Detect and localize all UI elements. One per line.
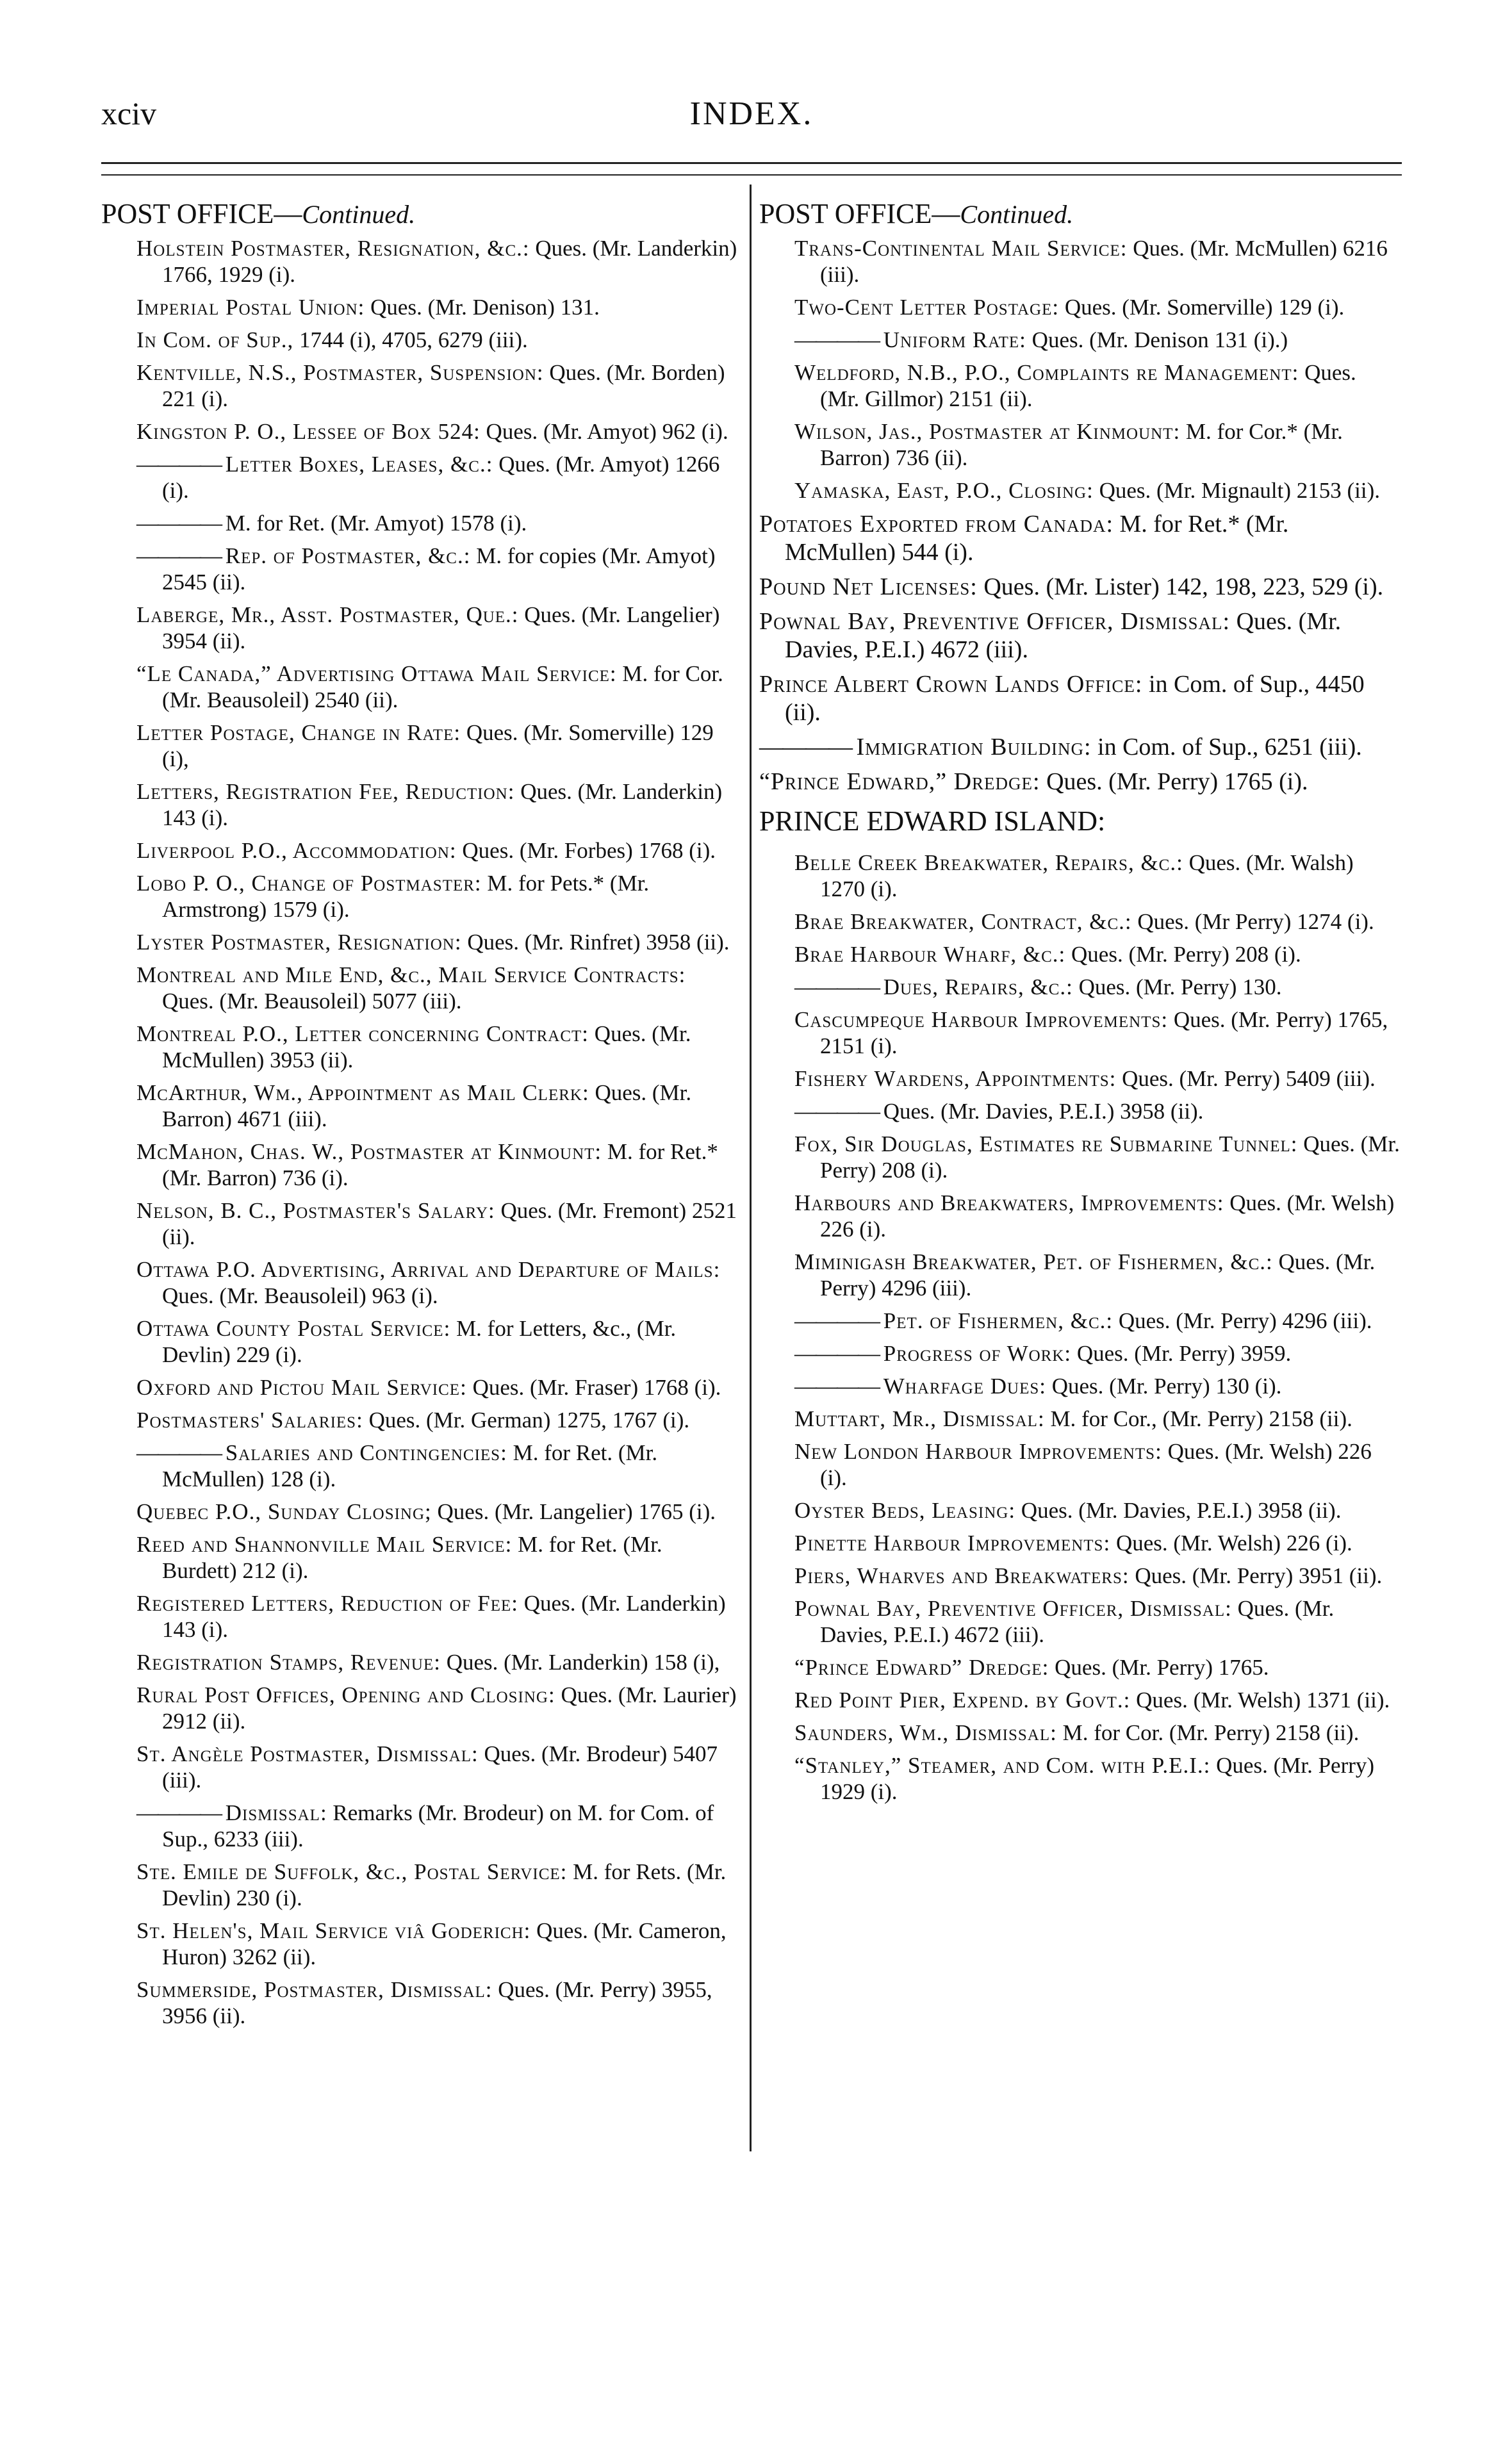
entry-reference: M. for Pets.* (Mr. Armstrong) 1579 (i). (162, 871, 650, 922)
index-entry (759, 1007, 1400, 1059)
ditto-dash (794, 1308, 883, 1333)
index-entry (101, 1499, 742, 1525)
entry-reference: M. for Ret. (Mr. McMullen) 128 (i). (162, 1440, 658, 1492)
entry-heading: Lyster Postmaster, Resignation: (136, 930, 462, 955)
ditto-dash (794, 327, 883, 352)
entry-heading: Progress of Work: (883, 1341, 1072, 1366)
index-entry (759, 974, 1400, 1000)
ditto-dash (794, 974, 883, 999)
entry-heading: Kentville, N.S., Postmaster, Suspension: (136, 360, 544, 385)
index-entry (101, 510, 742, 536)
entry-reference: Ques. (Mr. Beausoleil) 5077 (iii). (162, 989, 462, 1014)
entry-reference: Ques. (Mr. McMullen) 3953 (ii). (162, 1021, 691, 1073)
page-title: INDEX. (689, 95, 814, 132)
index-entry (759, 1098, 1400, 1124)
entry-reference: Ques. (Mr. Forbes) 1768 (i). (456, 838, 716, 863)
index-entry (101, 778, 742, 831)
entry-heading: Montreal P.O., Letter concerning Contract: (136, 1021, 589, 1046)
entry-reference: Ques. (Mr. Cameron, Huron) 3262 (ii). (162, 1918, 727, 1969)
index-entry (759, 477, 1400, 504)
left-column (101, 197, 742, 2035)
index-entry (759, 1340, 1400, 1367)
index-entry (101, 451, 742, 504)
entry-heading: St. Angèle Postmaster, Dismissal: (136, 1741, 479, 1766)
entry-reference: Ques. (Mr. Somerville) 129 (i), (162, 720, 714, 771)
entry-reference: Ques. (Mr. Perry) 5409 (iii). (1116, 1066, 1376, 1091)
entry-reference: Ques. (Mr. German) 1275, 1767 (i). (363, 1408, 690, 1433)
index-entry (101, 1649, 742, 1675)
index-entry (759, 1373, 1400, 1399)
index-entry (101, 1800, 742, 1852)
entry-reference: Ques. (Mr. Walsh) 1270 (i). (820, 850, 1354, 901)
entry-reference: in Com. of Sup., 4450 (ii). (785, 671, 1365, 726)
index-entry-list (101, 235, 742, 2029)
entry-reference: Ques. (Mr. Perry) 130. (1072, 974, 1282, 999)
entry-reference: Ques. (Mr. Perry) 4296 (iii). (820, 1249, 1376, 1301)
index-entry (101, 1315, 742, 1368)
entry-reference: Ques. (Mr. Somerville) 129 (i). (1059, 295, 1345, 320)
index-entry (101, 1440, 742, 1492)
ditto-dash (759, 734, 857, 760)
index-entry (101, 1977, 742, 2029)
entry-heading: Harbours and Breakwaters, Improvements: (794, 1190, 1224, 1215)
entry-reference: Ques. (Mr. Perry) 1765 (i). (1040, 768, 1308, 795)
entry-reference: Ques. (Mr. Welsh) 226 (i). (1110, 1531, 1352, 1556)
entry-reference: Ques. (Mr. Amyot) 962 (i). (480, 419, 728, 444)
entry-reference: Ques. (Mr. Fremont) 2521 (ii). (162, 1198, 737, 1249)
index-entry (759, 1190, 1400, 1242)
index-entry (101, 1021, 742, 1073)
entry-heading: Potatoes Exported from Canada: (759, 511, 1114, 538)
entry-heading: Muttart, Mr., Dismissal: (794, 1406, 1045, 1431)
index-entry (759, 1497, 1400, 1524)
entry-heading: Ste. Emile de Suffolk, &c., Postal Service: (136, 1859, 568, 1884)
entry-reference: Ques. (Mr. Welsh) 226 (i). (820, 1190, 1395, 1242)
entry-reference: Ques. (Mr. Brodeur) 5407 (iii). (162, 1741, 718, 1793)
ditto-dash (794, 1341, 883, 1366)
entry-reference: Ques. (Mr. Fraser) 1768 (i). (466, 1375, 721, 1400)
entry-reference: Ques. (Mr. Perry) 3951 (ii). (1129, 1563, 1383, 1588)
entry-heading: Wharfage Dues: (883, 1374, 1046, 1399)
entry-heading: Fishery Wardens, Appointments: (794, 1066, 1117, 1091)
entry-reference: Ques. (Mr. Denison) 131. (365, 295, 600, 320)
entry-heading: Pinette Harbour Improvements: (794, 1531, 1111, 1556)
entry-heading: Registered Letters, Reduction of Fee: (136, 1591, 519, 1616)
entry-heading: “Stanley,” Steamer, and Com. with P.E.I.: (794, 1753, 1211, 1778)
entry-reference: Ques. (Mr. Perry) 3955, 3956 (ii). (162, 1977, 712, 2028)
index-entry (759, 1131, 1400, 1183)
index-entry (759, 510, 1400, 566)
index-entry (759, 941, 1400, 967)
entry-reference: M. for Letters, &c., (Mr. Devlin) 229 (i). (162, 1316, 677, 1367)
index-entry (759, 573, 1400, 601)
index-entry (101, 661, 742, 713)
entry-heading: Registration Stamps, Revenue: (136, 1650, 441, 1675)
entry-reference: Ques. (Mr. Perry) 208 (i). (820, 1131, 1400, 1183)
entry-heading: Letter Boxes, Leases, &c.: (225, 452, 493, 477)
entry-reference: Ques. (Mr. Langelier) 1765 (i). (431, 1499, 716, 1524)
entry-heading: Belle Creek Breakwater, Repairs, &c.: (794, 850, 1183, 875)
index-entry (101, 1197, 742, 1250)
entry-reference: M. for copies (Mr. Amyot) 2545 (ii). (162, 543, 716, 595)
entry-heading: Piers, Wharves and Breakwaters: (794, 1563, 1130, 1588)
entry-heading: New London Harbour Improvements: (794, 1439, 1162, 1464)
entry-reference: Ques. (Mr. Denison 131 (i).) (1026, 327, 1288, 352)
entry-heading: Oxford and Pictou Mail Service: (136, 1375, 467, 1400)
ditto-dash (794, 1374, 883, 1399)
entry-heading: McMahon, Chas. W., Postmaster at Kinmount: (136, 1139, 602, 1164)
index-entry (101, 870, 742, 923)
entry-heading: Holstein Postmaster, Resignation, &c.: (136, 236, 530, 261)
index-entry (101, 1741, 742, 1793)
index-entry (101, 1859, 742, 1911)
entry-heading: Weldford, N.B., P.O., Complaints re Management: (794, 360, 1299, 385)
entry-heading: Brae Breakwater, Contract, &c.: (794, 909, 1132, 934)
entry-heading: Cascumpeque Harbour Improvements: (794, 1007, 1169, 1032)
entry-heading: Pownal Bay, Preventive Officer, Dismissal: (759, 608, 1231, 635)
entry-heading: Montreal and Mile End, &c., Mail Service Contracts: (136, 962, 686, 987)
index-entry (759, 1249, 1400, 1301)
index-entry (101, 929, 742, 955)
entry-heading: St. Helen's, Mail Service viâ Goderich: (136, 1918, 531, 1943)
entry-heading: Immigration Building: (856, 734, 1092, 760)
entry-heading: Reed and Shannonville Mail Service: (136, 1532, 513, 1557)
index-entry (759, 768, 1400, 796)
index-entry (101, 1080, 742, 1132)
index-entry (101, 1407, 742, 1433)
index-entry (759, 1595, 1400, 1648)
entry-heading: Liverpool P.O., Accommodation: (136, 838, 457, 863)
entry-heading: Dismissal: (225, 1800, 327, 1825)
entry-heading: In Com. of Sup., (136, 327, 294, 352)
entry-reference: M. for Cor. (Mr. Beausoleil) 2540 (ii). (162, 661, 723, 712)
index-entry-list (759, 510, 1400, 796)
entry-reference: M. for Ret. (Mr. Burdett) 212 (i). (162, 1532, 662, 1583)
entry-heading: Pet. of Fishermen, &c.: (883, 1308, 1113, 1333)
entry-reference: Ques. (Mr. Amyot) 1266 (i). (162, 452, 720, 503)
entry-reference: in Com. of Sup., 6251 (iii). (1091, 734, 1362, 760)
entry-heading: Wilson, Jas., Postmaster at Kinmount: (794, 419, 1181, 444)
index-entry (101, 602, 742, 654)
entry-heading: Fox, Sir Douglas, Estimates re Submarine Tunnel: (794, 1131, 1298, 1156)
section-title: POST OFFICE— (101, 198, 302, 229)
entry-heading: Pound Net Licenses: (759, 573, 978, 600)
entry-heading: Uniform Rate: (883, 327, 1026, 352)
index-entry (101, 1682, 742, 1734)
index-entry (759, 235, 1400, 288)
page-header (101, 95, 1402, 140)
entry-heading: Miminigash Breakwater, Pet. of Fishermen, &c.: (794, 1249, 1273, 1274)
entry-heading: Oyster Beds, Leasing: (794, 1498, 1016, 1523)
ditto-dash (136, 452, 226, 477)
entry-reference: Ques. (Mr. Perry) 208 (i). (1065, 942, 1301, 967)
entry-heading: Brae Harbour Wharf, &c.: (794, 942, 1066, 967)
index-entry (759, 1654, 1400, 1681)
index-entry (759, 1752, 1400, 1805)
index-entry (759, 733, 1400, 761)
entry-reference: Ques. (Mr. Davies, P.E.I.) 4672 (iii). (820, 1596, 1335, 1647)
right-column (759, 197, 1400, 1811)
index-entry (759, 1308, 1400, 1334)
entry-reference: Ques. (Mr. Perry) 3959. (1071, 1341, 1292, 1366)
ditto-dash (136, 1440, 226, 1465)
entry-reference: M. for Cor. (Mr. Perry) 2158 (ii). (1056, 1720, 1360, 1745)
entry-reference: 1744 (i), 4705, 6279 (iii). (293, 327, 528, 352)
entry-reference: Ques. (Mr. Laurier) 2912 (ii). (162, 1682, 737, 1734)
entry-reference: Ques. (Mr. Perry) 130 (i). (1046, 1374, 1282, 1399)
section-continued: Continued. (960, 200, 1074, 229)
entry-heading: Ottawa County Postal Service: (136, 1316, 451, 1341)
ditto-dash (136, 511, 226, 536)
entry-reference: M. for Cor.* (Mr. Barron) 736 (ii). (820, 419, 1343, 470)
index-entry (759, 418, 1400, 471)
ditto-dash (794, 1099, 883, 1124)
entry-heading: Postmasters' Salaries: (136, 1408, 363, 1433)
index-entry (759, 1406, 1400, 1432)
entry-reference: Ques. (Mr. Landerkin) 158 (i), (440, 1650, 720, 1675)
entry-heading: Quebec P.O., Sunday Closing; (136, 1499, 432, 1524)
entry-heading: Letter Postage, Change in Rate: (136, 720, 461, 745)
index-entry (759, 908, 1400, 935)
index-entry-list (759, 850, 1400, 1805)
header-rule (101, 162, 1402, 164)
entry-heading: Letters, Registration Fee, Reduction: (136, 779, 515, 804)
ditto-dash (136, 1800, 226, 1825)
entry-heading: Imperial Postal Union: (136, 295, 365, 320)
entry-reference: M. for Ret.* (Mr. Barron) 736 (i). (162, 1139, 718, 1190)
entry-heading: Kingston P. O., Lessee of Box 524: (136, 419, 481, 444)
entry-heading: Ottawa P.O. Advertising, Arrival and Departure of Mails: (136, 1257, 721, 1282)
ditto-dash (136, 543, 226, 568)
index-entry (759, 607, 1400, 664)
index-entry (101, 1256, 742, 1309)
entry-heading: Summerside, Postmaster, Dismissal: (136, 1977, 493, 2002)
entry-reference: Ques. (Mr. Perry) 4296 (iii). (1113, 1308, 1372, 1333)
entry-reference: M. for Ret.* (Mr. McMullen) 544 (i). (785, 511, 1289, 566)
entry-heading: Pownal Bay, Preventive Officer, Dismissal: (794, 1596, 1232, 1621)
entry-heading: Laberge, Mr., Asst. Postmaster, Que.: (136, 602, 519, 627)
section-heading (101, 197, 742, 231)
index-entry (759, 670, 1400, 727)
index-entry (101, 418, 742, 445)
entry-reference: Remarks (Mr. Brodeur) on M. for Com. of Sup., 6233 (iii). (162, 1800, 714, 1852)
entry-heading: Prince Albert Crown Lands Office: (759, 671, 1143, 698)
index-entry (101, 1918, 742, 1970)
page-number: xciv (101, 95, 157, 131)
index-entry (759, 1563, 1400, 1589)
entry-heading: Saunders, Wm., Dismissal: (794, 1720, 1057, 1745)
header-rule-secondary (101, 174, 1402, 176)
entry-reference: M. for Cor., (Mr. Perry) 2158 (ii). (1044, 1406, 1352, 1431)
entry-heading: Dues, Repairs, &c.: (883, 974, 1073, 999)
index-entry (101, 294, 742, 320)
entry-reference: Ques. (Mr. Mignault) 2153 (ii). (1093, 478, 1381, 503)
entry-reference: Ques. (Mr. Davies, P.E.I.) 3958 (ii). (883, 1099, 1204, 1124)
index-entry (101, 327, 742, 353)
index-entry-list (759, 235, 1400, 504)
entry-heading: Rep. of Postmaster, &c.: (225, 543, 471, 568)
entry-reference: Ques. (Mr. Langelier) 3954 (ii). (162, 602, 720, 653)
entry-reference: Ques. (Mr. Landerkin) 1766, 1929 (i). (162, 236, 737, 287)
entry-reference: M. for Rets. (Mr. Devlin) 230 (i). (162, 1859, 727, 1911)
index-entry (759, 1687, 1400, 1713)
index-entry (101, 1590, 742, 1643)
index-entry (101, 837, 742, 864)
column-divider (750, 185, 752, 2151)
entry-reference: Ques. (Mr. Beausoleil) 963 (i). (162, 1283, 438, 1308)
index-entry (759, 1530, 1400, 1556)
section-heading (759, 197, 1400, 231)
entry-reference: Ques. (Mr. Lister) 142, 198, 223, 529 (i). (977, 573, 1384, 600)
entry-reference: Ques. (Mr. Perry) 1765, 2151 (i). (820, 1007, 1388, 1058)
index-entry (759, 1720, 1400, 1746)
index-entry (101, 719, 742, 772)
entry-heading: Red Point Pier, Expend. by Govt.: (794, 1688, 1131, 1713)
entry-reference: Ques. (Mr. Rinfret) 3958 (ii). (461, 930, 730, 955)
entry-heading: Salaries and Contingencies: (225, 1440, 507, 1465)
index-entry (759, 294, 1400, 320)
index-entry (759, 1438, 1400, 1491)
entry-reference: Ques. (Mr. Davies, P.E.I.) 3958 (ii). (1015, 1498, 1342, 1523)
entry-reference: Ques. (Mr. Welsh) 1371 (ii). (1130, 1688, 1390, 1713)
entry-heading: “Le Canada,” Advertising Ottawa Mail Service: (136, 661, 617, 686)
entry-reference: M. for Ret. (Mr. Amyot) 1578 (i). (225, 511, 527, 536)
entry-heading: Two-Cent Letter Postage: (794, 295, 1060, 320)
entry-reference: Ques. (Mr. Gillmor) 2151 (ii). (820, 360, 1356, 411)
index-entry (759, 1065, 1400, 1092)
index-entry (101, 359, 742, 412)
index-entry (101, 543, 742, 595)
index-entry (101, 1374, 742, 1401)
section-title: POST OFFICE— (759, 198, 960, 229)
index-entry (101, 1531, 742, 1584)
entry-reference: Ques. (Mr. McMullen) 6216 (iii). (820, 236, 1388, 287)
entry-heading: Yamaska, East, P.O., Closing: (794, 478, 1094, 503)
index-entry (759, 327, 1400, 353)
entry-heading: “Prince Edward” Dredge: (794, 1655, 1049, 1680)
entry-reference: Ques. (Mr. Perry) 1929 (i). (820, 1753, 1375, 1804)
index-entry (101, 962, 742, 1014)
index-entry (101, 1138, 742, 1191)
section-continued: Continued. (302, 200, 416, 229)
entry-reference: Ques. (Mr. Landerkin) 143 (i). (162, 1591, 726, 1642)
entry-reference: Ques. (Mr Perry) 1274 (i). (1131, 909, 1374, 934)
entry-reference: Ques. (Mr. Borden) 221 (i). (162, 360, 725, 411)
entry-heading: Rural Post Offices, Opening and Closing: (136, 1682, 555, 1707)
entry-reference: Ques. (Mr. Landerkin) 143 (i). (162, 779, 723, 830)
entry-reference: Ques. (Mr. Davies, P.E.I.) 4672 (iii). (785, 608, 1342, 663)
entry-reference: Ques. (Mr. Barron) 4671 (iii). (162, 1080, 692, 1131)
index-entry (759, 359, 1400, 412)
entry-heading: Trans-Continental Mail Service: (794, 236, 1128, 261)
entry-heading: Nelson, B. C., Postmaster's Salary: (136, 1198, 495, 1223)
entry-heading: Lobo P. O., Change of Postmaster: (136, 871, 482, 896)
entry-heading: McArthur, Wm., Appointment as Mail Clerk: (136, 1080, 589, 1105)
entry-heading: “Prince Edward,” Dredge: (759, 768, 1040, 795)
entry-reference: Ques. (Mr. Perry) 1765. (1049, 1655, 1269, 1680)
index-entry (101, 235, 742, 288)
entry-reference: Ques. (Mr. Welsh) 226 (i). (820, 1439, 1372, 1490)
index-entry (759, 850, 1400, 902)
section-heading-pei: PRINCE EDWARD ISLAND: (759, 805, 1106, 837)
